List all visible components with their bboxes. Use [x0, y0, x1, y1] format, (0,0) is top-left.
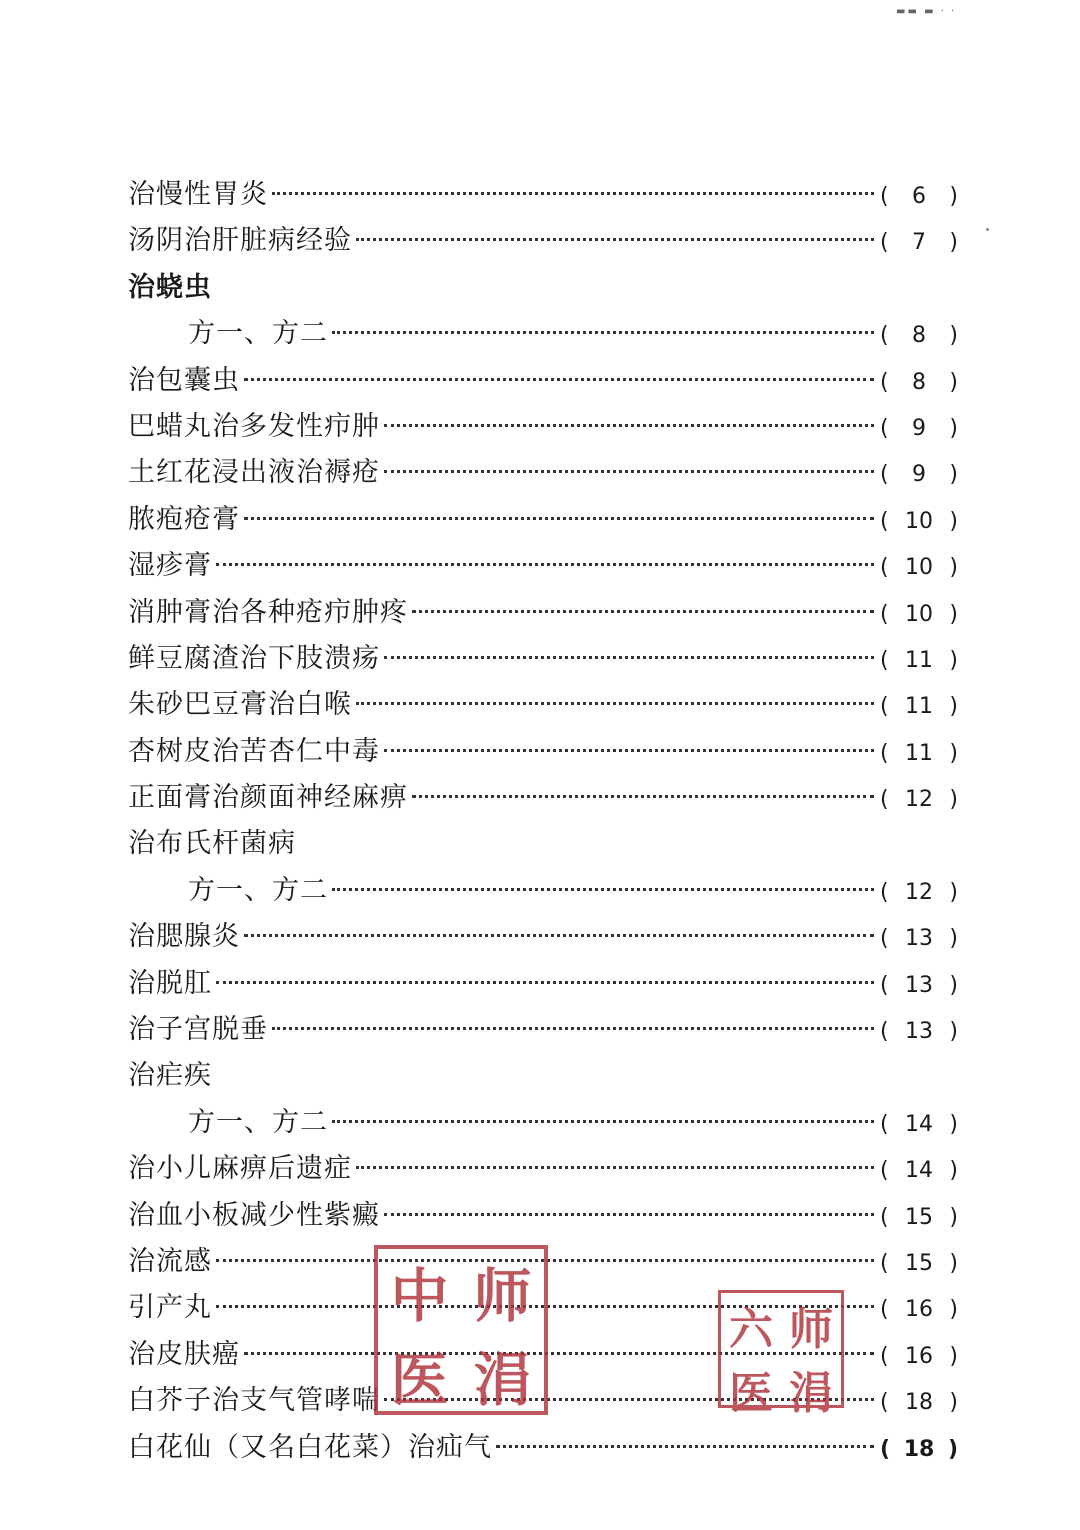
- toc-entry-title: 消肿膏治各种疮疖肿疼: [128, 596, 408, 628]
- toc-entry: [128, 868, 958, 914]
- dot-leader: [412, 610, 874, 613]
- paren-open: (: [880, 694, 889, 720]
- paren-open: (: [880, 555, 889, 581]
- toc-page-number: [880, 174, 958, 220]
- page-number-value: 11: [905, 694, 933, 720]
- toc-entry: [128, 1053, 958, 1099]
- toc-entry-title: 脓疱疮膏: [128, 503, 240, 535]
- toc-page-number: [880, 1427, 958, 1473]
- paren-close: ): [949, 184, 958, 209]
- paren-close: ): [949, 1250, 958, 1276]
- toc-page-number: [880, 684, 958, 730]
- toc-entry: [128, 218, 958, 264]
- toc-entry-title: 治血小板减少性紫癜: [128, 1199, 380, 1231]
- toc-page-number: [880, 1287, 958, 1333]
- page-number-value: 11: [905, 647, 933, 673]
- paren-close: ): [947, 1436, 958, 1462]
- dot-leader: [244, 517, 874, 520]
- paren-close: ): [949, 694, 958, 720]
- dot-leader: [384, 656, 874, 659]
- paren-close: ): [949, 1297, 958, 1323]
- toc-entry-title: 治慢性胃炎: [128, 179, 268, 210]
- paren-close: ): [949, 369, 958, 395]
- dot-leader: [356, 238, 874, 241]
- toc-entry-title: 治疟疾: [128, 1060, 212, 1092]
- toc-entry: [128, 404, 958, 450]
- toc-entry-title: 正面膏治颜面神经麻痹: [128, 782, 408, 814]
- paren-close: ): [949, 555, 958, 581]
- dot-leader: [384, 424, 874, 427]
- toc-entry-title: 治小儿麻痹后遗症: [128, 1153, 352, 1185]
- paren-open: (: [880, 369, 889, 395]
- toc-entry: [128, 821, 958, 867]
- page-number-value: 16: [905, 1343, 933, 1369]
- toc-entry: [128, 450, 958, 496]
- toc-page-number: [880, 916, 958, 962]
- paren-close: ): [949, 415, 958, 441]
- page-number-value: 15: [905, 1204, 933, 1230]
- paren-close: ): [949, 1343, 958, 1369]
- toc-page-number: [880, 545, 958, 591]
- dot-leader: [496, 1445, 874, 1448]
- toc-entry-title: 杏树皮治苦杏仁中毒: [128, 735, 380, 767]
- toc-page-number: [880, 1241, 958, 1287]
- paren-close: ): [949, 1204, 958, 1230]
- toc-page-number: [880, 1009, 958, 1055]
- page-number-value: 18: [905, 1390, 933, 1416]
- toc-entry: [128, 914, 958, 960]
- paren-open: (: [880, 415, 889, 441]
- toc-entry-title: 鲜豆腐渣治下肢溃疡: [128, 642, 380, 674]
- toc-entry: [128, 590, 958, 636]
- paren-open: (: [880, 1158, 889, 1184]
- page-number-value: 18: [903, 1436, 935, 1462]
- paren-close: ): [949, 601, 958, 627]
- paren-open: (: [880, 787, 889, 813]
- page-number-value: 12: [905, 879, 933, 905]
- paren-open: (: [880, 1204, 889, 1230]
- page-number-value: 10: [905, 508, 933, 534]
- paren-open: (: [880, 323, 889, 349]
- toc-entry-title: 治子宫脱垂: [128, 1014, 268, 1046]
- page-number-value: 10: [905, 601, 933, 627]
- toc-page-number: [880, 1195, 958, 1241]
- toc-entry: [128, 172, 958, 218]
- paren-open: (: [880, 230, 889, 256]
- dot-leader: [384, 749, 874, 752]
- paren-open: (: [880, 1343, 889, 1369]
- seal-character: 涓: [789, 1368, 833, 1419]
- toc-entry: [128, 729, 958, 775]
- paren-open: (: [880, 972, 889, 998]
- toc-page-number: [880, 360, 958, 406]
- toc-entry-title: 治包囊虫: [128, 364, 240, 396]
- dot-leader: [332, 1120, 874, 1123]
- dot-leader: [272, 1027, 874, 1030]
- paren-close: ): [949, 740, 958, 766]
- paren-close: ): [949, 972, 958, 998]
- toc-entry: [128, 497, 958, 543]
- toc-entry-title: 引产丸: [128, 1292, 212, 1324]
- dot-leader: [412, 795, 874, 798]
- toc-page-number: [880, 499, 958, 545]
- dot-leader: [244, 378, 874, 381]
- toc-entry-title: 汤阴治肝脏病经验: [128, 225, 352, 257]
- page-number-value: 13: [905, 1019, 933, 1045]
- toc-page-number: [880, 406, 958, 452]
- paren-open: (: [880, 1436, 891, 1462]
- page-number-value: 11: [905, 740, 933, 766]
- toc-page-number: [880, 1102, 958, 1148]
- red-seal-stamp: [718, 1290, 844, 1419]
- paren-close: ): [949, 462, 958, 488]
- page-corner-marks: ▬▬ ▬ · ·: [896, 6, 957, 17]
- paren-open: (: [880, 462, 889, 488]
- toc-entry: [128, 636, 958, 682]
- paren-close: ): [949, 323, 958, 349]
- page-number-value: 13: [905, 926, 933, 952]
- seal-character: 师: [789, 1304, 833, 1355]
- toc-entry: [128, 358, 958, 404]
- page-number-value: 9: [912, 462, 926, 488]
- page-number-value: 7: [912, 230, 926, 256]
- paren-open: (: [880, 1390, 889, 1416]
- toc-page-number: [880, 592, 958, 638]
- page-number-value: 9: [912, 415, 926, 441]
- toc-entry: [128, 311, 958, 357]
- toc-entry: [128, 265, 958, 311]
- paren-close: ): [949, 1390, 958, 1416]
- toc-entry: [128, 1100, 958, 1146]
- page-number-value: 8: [912, 369, 926, 395]
- seal-character: 师: [473, 1262, 532, 1330]
- seal-character: 中: [390, 1262, 449, 1330]
- toc-page-number: [880, 452, 958, 498]
- dot-leader: [272, 192, 874, 195]
- toc-entry-title: 治脱肛: [128, 967, 212, 999]
- paren-open: (: [880, 879, 889, 905]
- toc-entry: [128, 682, 958, 728]
- dot-leader: [216, 563, 874, 566]
- toc-page-number: [880, 731, 958, 777]
- toc-entry-title: 朱砂巴豆膏治白喉: [128, 689, 352, 721]
- dot-leader: [332, 331, 874, 334]
- toc-entry: [128, 961, 958, 1007]
- paren-open: (: [880, 184, 889, 209]
- paren-open: (: [880, 1019, 889, 1045]
- toc-entry-title: 治流感: [128, 1245, 212, 1277]
- paren-close: ): [949, 879, 958, 905]
- seal-character: 医: [390, 1346, 449, 1414]
- toc-entry-title: 方一、方二: [188, 874, 328, 906]
- toc-entry: [128, 1425, 958, 1471]
- page-number-value: 13: [905, 972, 933, 998]
- toc-entry-title: 巴蜡丸治多发性疖肿: [128, 410, 380, 442]
- page-number-value: 8: [912, 323, 926, 349]
- dot-leader: [356, 1166, 874, 1169]
- toc-page-number: [880, 870, 958, 916]
- red-seal-stamp: [374, 1245, 548, 1415]
- dot-leader: [384, 1213, 874, 1216]
- toc-entry-title: 白芥子治支气管哮喘: [128, 1385, 380, 1417]
- paren-open: (: [880, 508, 889, 534]
- toc-page-number: [880, 1148, 958, 1194]
- dot-leader: [244, 934, 874, 937]
- toc-entry: [128, 543, 958, 589]
- toc-entry-title: 治布氏杆菌病: [128, 828, 296, 860]
- paren-open: (: [880, 1297, 889, 1323]
- paren-close: ): [949, 1019, 958, 1045]
- paren-open: (: [880, 601, 889, 627]
- page-number-value: 15: [905, 1250, 933, 1276]
- toc-entry-title: 白花仙（又名白花菜）治疝气: [128, 1431, 492, 1463]
- toc-page-number: [880, 1380, 958, 1426]
- margin-dot: [986, 228, 989, 231]
- paren-close: ): [949, 230, 958, 256]
- toc-page-number: [880, 220, 958, 266]
- paren-close: ): [949, 647, 958, 673]
- paren-close: ): [949, 1158, 958, 1184]
- toc-entry-title: 土红花浸出液治褥疮: [128, 457, 380, 489]
- dot-leader: [384, 470, 874, 473]
- dot-leader: [332, 888, 874, 891]
- dot-leader: [356, 702, 874, 705]
- paren-open: (: [880, 740, 889, 766]
- page-number-value: 10: [905, 555, 933, 581]
- toc-entry: [128, 1193, 958, 1239]
- toc-entry-title: 治皮肤癌: [128, 1338, 240, 1370]
- toc-entry: [128, 1146, 958, 1192]
- toc-entry-title: 治蛲虫: [128, 271, 212, 303]
- toc-entry-title: 湿疹膏: [128, 550, 212, 582]
- page-number-value: 14: [905, 1111, 933, 1137]
- dot-leader: [216, 981, 874, 984]
- toc-page-number: [880, 963, 958, 1009]
- paren-close: ): [949, 508, 958, 534]
- toc-page-number: [880, 638, 958, 684]
- toc-page-number: [880, 777, 958, 823]
- toc-entry-title: 方一、方二: [188, 1106, 328, 1138]
- toc-page-number: [880, 313, 958, 359]
- toc-entry-title: 方一、方二: [188, 318, 328, 350]
- paren-open: (: [880, 926, 889, 952]
- paren-open: (: [880, 647, 889, 673]
- paren-open: (: [880, 1250, 889, 1276]
- page-number-value: 12: [905, 787, 933, 813]
- paren-close: ): [949, 1111, 958, 1137]
- paren-open: (: [880, 1111, 889, 1137]
- toc-entry-title: 治腮腺炎: [128, 921, 240, 953]
- toc-entry: [128, 1007, 958, 1053]
- seal-character: 六: [729, 1304, 773, 1355]
- page-number-value: 6: [912, 184, 926, 209]
- toc-page-number: [880, 1334, 958, 1380]
- seal-character: 涓: [473, 1346, 532, 1414]
- paren-close: ): [949, 926, 958, 952]
- seal-character: 医: [729, 1368, 773, 1419]
- page-number-value: 14: [905, 1158, 933, 1184]
- page-number-value: 16: [905, 1297, 933, 1323]
- paren-close: ): [949, 787, 958, 813]
- toc-entry: [128, 775, 958, 821]
